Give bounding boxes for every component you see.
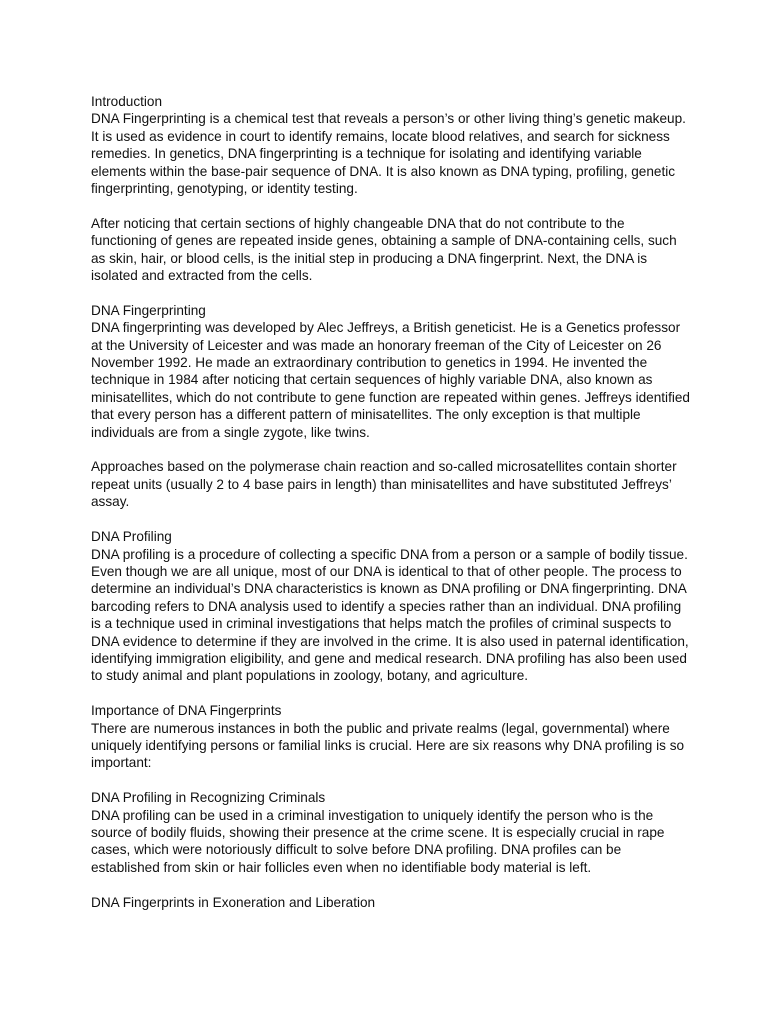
- section-heading: DNA Profiling in Recognizing Criminals: [91, 790, 326, 806]
- paragraph: DNA profiling can be used in a criminal investigation to uniquely identify the person who is the source of bodily fluids, showing their presence at the crime scene. It is especially crucial in rape cases, which were notoriously difficult to solve before DNA profiling. DNA profiles can be established from skin or hair follicles even when no identifiable body material is left.: [91, 807, 665, 875]
- paragraph: There are numerous instances in both the public and private realms (legal, governmental) where uniquely identifying persons or familial links is crucial. Here are six reasons why DNA profiling is so important:: [91, 720, 685, 771]
- section-exoneration: [91, 894, 691, 911]
- paragraph: DNA fingerprinting was developed by Alec Jeffreys, a British geneticist. He is a Genetics professor at the University of Leicester and was made an honorary freeman of the City of Leicester on 26 November 1992. He made an extraordinary contribution to genetics in 1994. He invented the technique in 1984 after noticing that certain sequences of highly variable DNA, also known as minisatellites, which do not contribute to gene function are repeated within genes. Jeffreys identified that every person has a different pattern of minisatellites. The only exception is that multiple individuals are from a single zygote, like twins.: [91, 320, 690, 440]
- document-page: [91, 93, 691, 928]
- section-heading: Importance of DNA Fingerprints: [91, 703, 282, 719]
- section-importance: [91, 702, 691, 772]
- section-pcr-approaches: [91, 458, 691, 510]
- section-recognizing-criminals: [91, 789, 691, 876]
- section-heading: DNA Fingerprints in Exoneration and Liberation: [91, 894, 376, 910]
- section-dna-profiling: [91, 528, 691, 685]
- section-introduction: [91, 93, 691, 197]
- section-heading: DNA Fingerprinting: [91, 302, 206, 318]
- paragraph: DNA Fingerprinting is a chemical test that reveals a person’s or other living thing’s genetic makeup. It is used as evidence in court to identify remains, locate blood relatives, and search for sickness remedies. In genetics, DNA fingerprinting is a technique for isolating and identifying variable elements within the base-pair sequence of DNA. It is also known as DNA typing, profiling, genetic fingerprinting, genotyping, or identity testing.: [91, 111, 686, 197]
- section-dna-fingerprint-steps: [91, 215, 691, 285]
- section-heading: Introduction: [91, 94, 163, 109]
- paragraph: After noticing that certain sections of highly changeable DNA that do not contribute to the functioning of genes are repeated inside genes, obtaining a sample of DNA-containing cells, such as skin, hair, or blood cells, is the initial step in producing a DNA fingerprint. Next, the DNA is isolated and extracted from the cells.: [91, 215, 677, 284]
- section-dna-fingerprinting: [91, 302, 691, 441]
- paragraph: Approaches based on the polymerase chain reaction and so-called microsatellites contain shorter repeat units (usually 2 to 4 base pairs in length) than minisatellites and have substituted Jeffreys’ assay.: [91, 459, 677, 510]
- paragraph: DNA profiling is a procedure of collecting a specific DNA from a person or a sample of bodily tissue. Even though we are all unique, most of our DNA is identical to that of other people. The process to determine an individual’s DNA characteristics is known as DNA profiling or DNA fingerprinting. DNA barcoding refers to DNA analysis used to identify a species rather than an individual. DNA profiling is a technique used in criminal investigations that helps match the profiles of criminal suspects to DNA evidence to determine if they are involved in the crime. It is also used in paternal identification, identifying immigration eligibility, and gene and medical research. DNA profiling has also been used to study animal and plant populations in zoology, botany, and agriculture.: [91, 546, 689, 684]
- section-heading: DNA Profiling: [91, 529, 172, 545]
